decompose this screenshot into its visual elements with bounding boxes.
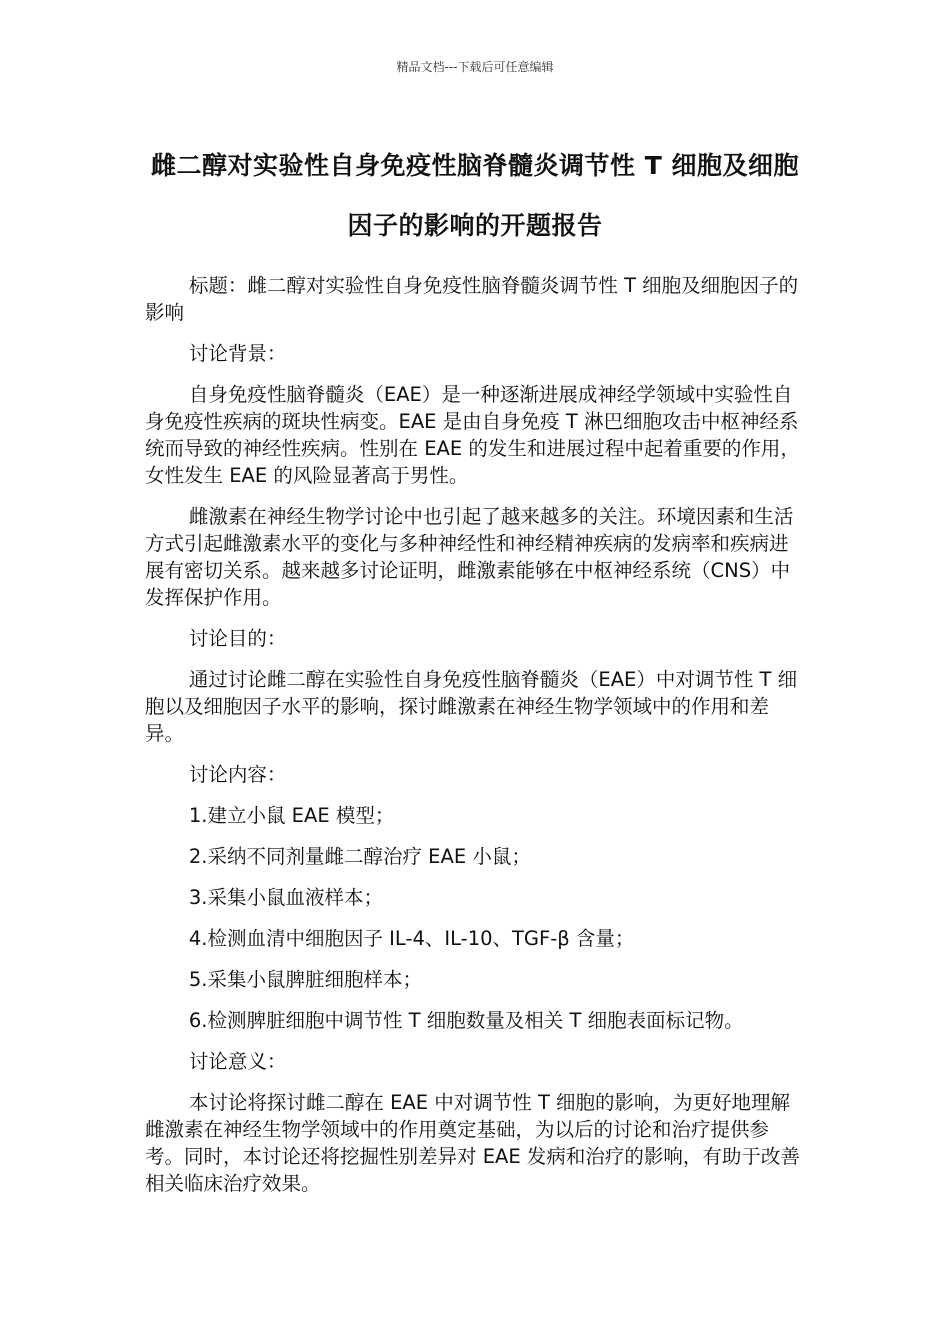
page-header: 精品文档---下载后可任意编辑: [396, 60, 554, 74]
document-title: 雌二醇对实验性自身免疫性脑脊髓炎调节性 T 细胞及细胞因子的影响的开题报告: [151, 151, 799, 240]
topic-paragraph: 标题：雌二醇对实验性自身免疫性脑脊髓炎调节性 T 细胞及细胞因子的影响: [145, 274, 799, 324]
list-item: 5.采集小鼠脾脏细胞样本；: [188, 968, 422, 991]
list-item: 3.采集小鼠血液样本；: [188, 886, 383, 909]
list-item: 2.采纳不同剂量雌二醇治疗 EAE 小鼠；: [188, 845, 531, 868]
list-item: 4.检测血清中细胞因子 IL-4、IL-10、TGF-β 含量；: [188, 927, 635, 950]
list-item: 1.建立小鼠 EAE 模型；: [188, 804, 395, 827]
background-paragraph-2: 雌激素在神经生物学讨论中也引起了越来越多的关注。环境因素和生活方式引起雌激素水平的变化与多种神经性和神经精神疾病的发病率和疾病进展有密切关系。越来越多讨论证明，雌激素能够在中枢神经系统（CNS）中发挥保护作用。: [145, 505, 794, 609]
significance-heading: 讨论意义：: [188, 1050, 287, 1073]
list-item: 6.检测脾脏细胞中调节性 T 细胞数量及相关 T 细胞表面标记物。: [188, 1009, 744, 1032]
content-heading: 讨论内容：: [188, 763, 287, 786]
background-heading: 讨论背景：: [188, 342, 287, 365]
background-paragraph-1: 自身免疫性脑脊髓炎（EAE）是一种逐渐进展成神经学领域中实验性自身免疫性疾病的斑块性病变。EAE 是由自身免疫 T 淋巴细胞攻击中枢神经系统而导致的神经性疾病。性别在 EAE 的发生和进展过程中起着重要的作用，女性发生 EAE 的风险显著高于男性。: [145, 383, 800, 487]
aim-paragraph: 通过讨论雌二醇在实验性自身免疫性脑脊髓炎（EAE）中对调节性 T 细胞以及细胞因子水平的影响，探讨雌激素在神经生物学领域中的作用和差异。: [145, 668, 798, 745]
document-body: [145, 272, 805, 1211]
aim-heading: 讨论目的：: [188, 627, 287, 650]
significance-paragraph: 本讨论将探讨雌二醇在 EAE 中对调节性 T 细胞的影响，为更好地理解雌激素在神经生物学领域中的作用奠定基础，为以后的讨论和治疗提供参考。同时，本讨论还将挖掘性别差异对 EAE 发病和治疗的影响，有助于改善相关临床治疗效果。: [145, 1091, 800, 1195]
